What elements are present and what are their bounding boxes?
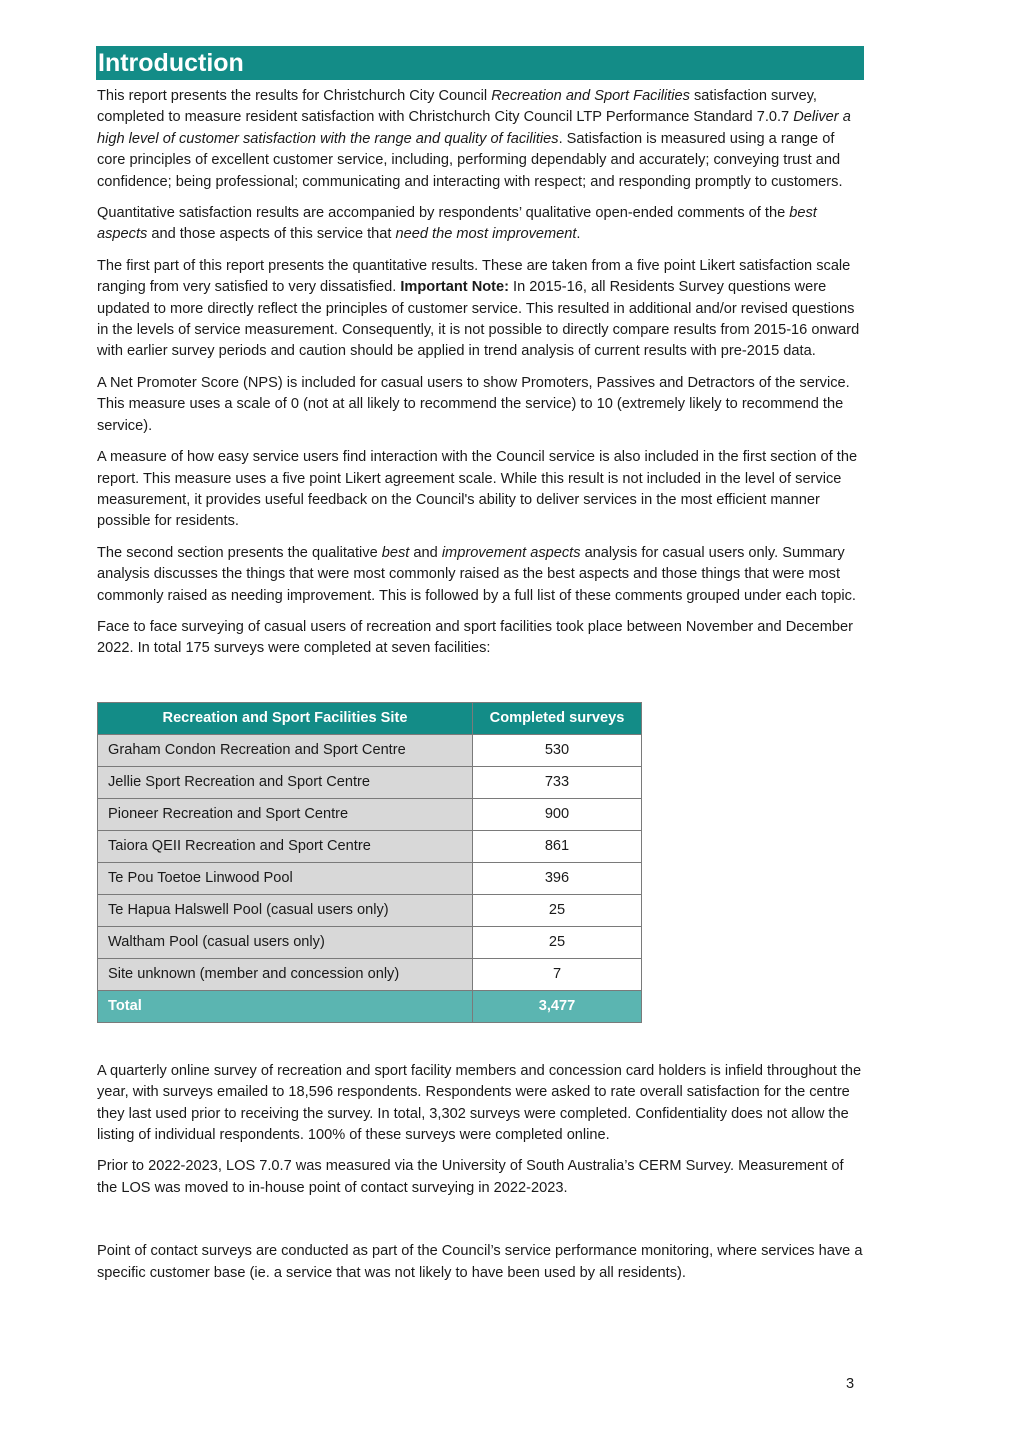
online-survey-paragraph: A quarterly online survey of recreation and sport facility members and concession card holders is infield throughout the year, with surveys emailed to 18,596 respondents. Respondents were asked to rate overall satisfaction for the centre they last used prior to receiving the survey. In total, 3,302 surveys were completed. Confidentiality does not allow the listing of individual respondents. 100% of these surveys were completed online. xyxy=(97,1062,862,1143)
text-run: satisfaction survey, completed to measure resident satisfaction with Christchurch City Council LTP Performance Standard 7.0.7 xyxy=(97,88,817,126)
qualitative-paragraph xyxy=(97,203,864,246)
column-header-site: Recreation and Sport Facilities Site xyxy=(98,702,473,734)
table-row xyxy=(98,862,642,894)
count-cell: 396 xyxy=(473,862,642,894)
site-cell: Te Hapua Halswell Pool (casual users only) xyxy=(98,894,473,926)
table-row xyxy=(98,734,642,766)
text-run: analysis for casual users only. Summary analysis discusses the things that were most commonly raised as the best aspects and those things that were most commonly raised as needing improvement. This is followed by a full list of these comments grouped under each topic. xyxy=(97,544,856,604)
table-row xyxy=(98,766,642,798)
table-row xyxy=(98,798,642,830)
column-header-surveys: Completed surveys xyxy=(473,702,642,734)
total-value-cell: 3,477 xyxy=(473,990,642,1022)
count-cell: 25 xyxy=(473,894,642,926)
text-run: The first part of this report presents the quantitative results. These are taken from a five point Likert satisfaction scale ranging from very satisfied to very dissatisfied. xyxy=(97,257,851,296)
table-row xyxy=(98,894,642,926)
page-number: 3 xyxy=(846,1376,855,1392)
count-cell: 25 xyxy=(473,926,642,958)
site-cell: Graham Condon Recreation and Sport Centre xyxy=(98,734,473,766)
text-run: Quantitative satisfaction results are accompanied by respondents’ qualitative open-ended comments of the xyxy=(97,205,790,222)
italic-text: Deliver a high level of customer satisfaction with the range and quality of facilities xyxy=(97,109,851,147)
count-cell: 861 xyxy=(473,830,642,862)
site-cell: Jellie Sport Recreation and Sport Centre xyxy=(98,766,473,798)
site-cell: Site unknown (member and concession only) xyxy=(98,958,473,990)
nps-paragraph: A Net Promoter Score (NPS) is included for casual users to show Promoters, Passives and Detractors of the service. This measure uses a scale of 0 (not at all likely to recommend the service) to 10 (extremely likely to recommend the service). xyxy=(97,374,850,434)
document-page xyxy=(96,46,864,1294)
site-cell: Pioneer Recreation and Sport Centre xyxy=(98,798,473,830)
surveying-paragraph: Face to face surveying of casual users of recreation and sport facilities took place between November and December 2022. In total 175 surveys were completed at seven facilities: xyxy=(97,618,854,657)
table-row xyxy=(98,830,642,862)
italic-text: Recreation and Sport Facilities xyxy=(491,88,690,104)
text-run: . Satisfaction is measured using a range of core principles of excellent customer service, including, performing dependably and accurately; conveying trust and confidence; being professional; communicating and interacting with respect; and responding promptly to customers. xyxy=(97,130,843,190)
total-row xyxy=(98,990,642,1022)
text-run: and those aspects of this service that xyxy=(147,226,396,243)
site-cell: Waltham Pool (casual users only) xyxy=(98,926,473,958)
survey-sites-table xyxy=(97,702,642,1023)
site-cell: Te Pou Toetoe Linwood Pool xyxy=(98,862,473,894)
count-cell: 733 xyxy=(473,766,642,798)
italic-text: best aspects xyxy=(97,205,817,243)
quantitative-paragraph xyxy=(97,256,864,363)
italic-text: best xyxy=(381,544,410,561)
count-cell: 7 xyxy=(473,958,642,990)
second-section-paragraph xyxy=(97,543,864,607)
text-run: In 2015-16, all Residents Survey questions were updated to more directly reflect the principles of customer service. This resulted in additional and/or revised questions in the levels of service measurement. Consequently, it is not possible to directly compare results from 2015-16 onward with earlier survey periods and caution should be applied in trend analysis of current results with pre-2015 data. xyxy=(97,279,860,360)
table-row xyxy=(98,926,642,958)
italic-text: improvement aspects xyxy=(441,544,581,561)
count-cell: 530 xyxy=(473,734,642,766)
intro-paragraph xyxy=(97,86,864,193)
cerm-paragraph: Prior to 2022-2023, LOS 7.0.7 was measured via the University of South Australia’s CERM Survey. Measurement of the LOS was moved to in-house point of contact surveying in 2022-2023. xyxy=(97,1158,844,1196)
count-cell: 900 xyxy=(473,798,642,830)
table-header-row xyxy=(98,702,642,734)
text-run: and xyxy=(409,544,442,561)
site-cell: Taiora QEII Recreation and Sport Centre xyxy=(98,830,473,862)
total-label-cell: Total xyxy=(98,990,473,1022)
point-of-contact-paragraph: Point of contact surveys are conducted as part of the Council’s service performance monitoring, where services have a specific customer base (ie. a service that was not likely to have been used by all residents). xyxy=(97,1243,863,1281)
italic-text: need the most improvement xyxy=(395,226,577,243)
table-row xyxy=(98,958,642,990)
ease-paragraph: A measure of how easy service users find interaction with the Council service is also included in the first section of the report. This measure uses a five point Likert agreement scale. While this result is not included in the level of service measurement, it provides useful feedback on the Council's ability to deliver services in the most efficient manner possible for residents. xyxy=(97,449,858,530)
text-run: This report presents the results for Christchurch City Council xyxy=(97,88,492,104)
section-heading: Introduction xyxy=(96,46,864,80)
text-run: . xyxy=(576,226,581,243)
important-note-label: Important Note: xyxy=(400,279,509,296)
text-run: The second section presents the qualitative xyxy=(97,544,382,561)
